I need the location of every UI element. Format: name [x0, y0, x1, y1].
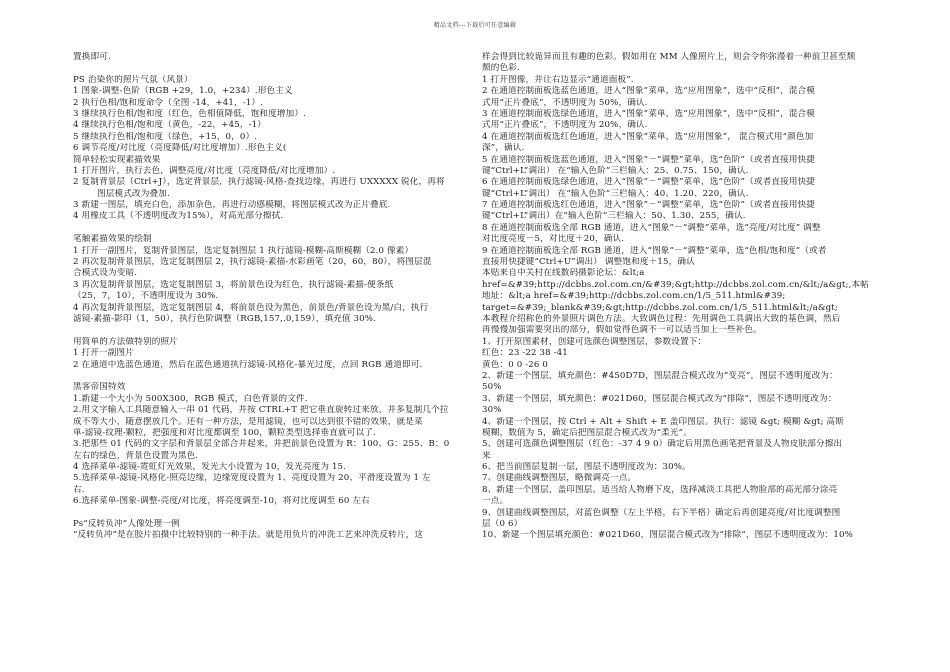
- text-line: target=&#39;_blank&#39;&gt;http://dcbbs.zol.com.cn/1/5_511.html&lt;/a&gt;: [482, 302, 838, 313]
- text-line: 4 选择菜单-滤镜-霓虹灯光效果，发光大小设置为 10，发光亮度为 15.: [73, 462, 347, 473]
- text-line: 图层模式改为叠加.: [97, 188, 170, 199]
- text-line: 置换即可.: [73, 52, 111, 62]
- text-line: 6.选择菜单-图象-调整-亮度/对比度，将亮度调至-10，将对比度调至 60 左右: [73, 496, 370, 507]
- text-line: 键“Ctrl+L”调出） 在“输入色阶”三栏输入：40、1.20、220，确认.: [482, 188, 749, 199]
- text-line: 深”，确认.: [482, 143, 525, 154]
- blank-line: [73, 325, 471, 336]
- text-line: 3 再次复制背景图层，选定复制图层 3，将前景色设为红色，执行滤镜-素描-便条纸: [73, 279, 394, 290]
- text-line: 键“Ctrl+L”调出） 在“输入色阶”三栏输入：25、0.75、150，确认.: [482, 165, 749, 176]
- text-line: 4 用橡皮工具（不透明度改为15%），对高光部分擦拭.: [73, 211, 284, 222]
- text-line: 式用“正片叠底”，不透明度为 50%，确认.: [482, 97, 648, 108]
- text-line: 1 打开图片，执行去色，调整亮度/对比度（亮度降低/对比度增加）.: [73, 165, 336, 176]
- text-line: href=&#39;http://dcbbs.zol.com.cn/&#39;&gt;http://dcbbs.zol.com.cn/&lt;/a&gt;,本帖: [482, 279, 869, 290]
- text-line: 50%: [482, 382, 502, 393]
- text-line: “反转负冲”是在胶片拍摄中比较特别的一种手法。就是用负片的冲洗工艺来冲洗反转片，这: [73, 530, 424, 541]
- text-line: 2、新建一个图层，填充颜色：#450D7D，图层混合模式改为“变亮”，图层不透明度改为：: [482, 370, 838, 381]
- text-line: 样会得到比较诡异而且有趣的色彩。假如用在 MM 人像照片上，则会令你弥漫着一种前卫甚至颓: [482, 52, 856, 62]
- text-line: 4、新建一个图层，按 Ctrl + Alt + Shift + E 盖印图层。执行：滤镜 &gt; 模糊 &gt; 高斯: [482, 416, 844, 427]
- text-line: 本贴来自中关村在线数码摄影论坛：&lt;a: [482, 268, 645, 279]
- text-line: 层（0 6）: [482, 519, 523, 530]
- text-line: 6 调节亮度/对比度（亮度降低/对比度增加）.形色主义(: [73, 143, 287, 154]
- text-line: 本教程介绍称色的外景照片调色方法。大致调色过程：先用调色工具调出大致的基色调，然后: [482, 313, 841, 324]
- text-line: 再慢慢加强需要突出的部分，假如觉得色调不一可以适当加上一些补色。: [482, 325, 762, 336]
- text-line: 4 在通道控制面板选红色通道，进入“图象”菜单，选“应用图象”， 混合模式用“颜色加: [482, 131, 814, 142]
- blank-line: [73, 508, 471, 519]
- text-line: 2 执行色相/饱和度命令（全图 -14，+41，-1）.: [73, 97, 264, 108]
- text-line: 7 在通道控制面板选红色通道，进入“图象”－“调整”菜单，选“色阶”（或者直接用快捷: [482, 200, 816, 211]
- page-header: 精品文档---下载后可任意编辑: [433, 22, 517, 29]
- blank-line: [73, 63, 471, 74]
- text-line: 黄色：0 0 -26 0: [482, 359, 549, 370]
- text-line: 式用“正片叠底”，不透明度为 20%，确认.: [482, 120, 648, 131]
- right-column: [482, 52, 878, 542]
- text-line: 3、新建一个图层，填充颜色：#021D60，图层混合模式改为“排除”，图层不透明度改为：: [482, 393, 837, 404]
- text-line: 8、新建一个图层，盖印图层。适当给人物磨下皮，选择减淡工具把人物脸部的高光部分涂亮: [482, 484, 838, 495]
- text-line: 6、把当前图层复制一层，图层不透明度改为：30%。: [482, 462, 691, 473]
- text-line: 左右的绿色，背景色设置为黑色.: [73, 450, 199, 461]
- text-line: 1、打开原图素材，创建可选颜色调整图层，参数设置下：: [482, 336, 707, 347]
- text-line: 简单轻松实现素描效果: [73, 154, 161, 165]
- text-line: 1.新建一个大小为 500X300，RGB 模式，白色背景的文件.: [73, 393, 308, 404]
- text-line: 30%: [482, 405, 502, 416]
- text-line: 9 在通道控制面板选全部 RGB 通道，进入“图象”－“调整”菜单，选“色相/饱和度”（或者: [482, 245, 827, 256]
- text-line: 8 在通道控制面板选全部 RGB 通道，进入“图象”－“调整”菜单，选“亮度/对比度” 调整: [482, 222, 821, 233]
- text-line: 2 再次复制背景图层，选定复制图层 2，执行滤镜-素描-水彩画笔（20，60，80），将图层混: [73, 257, 432, 268]
- text-line: 地址：&lt;a href=&#39;http://dcbbs.zol.com.cn/1/5_511.html&#39;: [482, 291, 786, 302]
- text-line: 5 继续执行色相/饱和度（绿色，+15，0，0）.: [73, 131, 258, 142]
- text-line: 6 在通道控制面板选绿色通道，进入“图象”－“调整”菜单，选“色阶”（或者直接用快捷: [482, 177, 816, 188]
- text-line: 合模式设为变暗.: [73, 268, 138, 279]
- text-line: 4 继续执行色相/饱和度（黄色，-22，+45，-1）: [73, 120, 266, 131]
- text-line: Ps“反转负冲”人像处理一例: [73, 519, 180, 530]
- text-line: 成不等大小，随意摆放几个。还有一种方法，是用滤镜，也可以达到很不错的效果，就是菜: [73, 416, 423, 427]
- text-line: 红色：23 -22 38 -41: [482, 348, 568, 359]
- text-line: 2 在通道控制面板选蓝色通道，进入“图象”菜单，选“应用图象”，选中“反相”，混合模: [482, 86, 816, 97]
- text-line: 5 在通道控制面板选蓝色通道，进入“图象”－“调整”菜单，选“色阶”（或者直接用快捷: [482, 154, 816, 165]
- text-line: 9、创建曲线调整图层，对蓝色调整（左上半格，右下半格）确定后再创建亮度/对比度调整图: [482, 507, 841, 518]
- text-line: 颓的色彩.: [482, 63, 520, 74]
- text-line: 4 再次复制背景图层，选定复制图层 4，将前景色设为黑色，前景色/背景色设为黑/白，执行: [73, 302, 429, 313]
- text-line: 1 打开一副图片，复制背景图层，选定复制图层 1 执行滤镜-模糊-高斯模糊（2.0 像素）: [73, 245, 414, 256]
- text-line: 3 在通道控制面板选绿色通道，进入“图象”菜单，选“应用图象”，选中“反相”，混合模: [482, 108, 816, 119]
- text-line: PS 治染你的照片气氛（风景）: [73, 74, 193, 85]
- text-line: 1 打开一副图片: [73, 348, 134, 359]
- text-line: 笔触素描效果的绘制: [73, 234, 152, 245]
- left-column: [73, 52, 471, 542]
- text-line: 2 复制背景层（Ctrl+J），选定背景层，执行滤镜-风格-查找边缘，再进行 UXXXXX 锐化，再将: [73, 177, 445, 188]
- text-line: 1 打开图像，并让右边显示“通道面板”.: [482, 74, 634, 85]
- text-line: 10、新建一个图层填充颜色：#021D60，图层混合模式改为“排除”，图层不透明度改为：10%: [482, 530, 853, 541]
- blank-line: [73, 223, 471, 234]
- text-line: 3 继续执行色相/饱和度（红色，色相值降低，饱和度增加）.: [73, 108, 307, 119]
- text-line: 单-滤镜-纹理-颗粒，把强度和对比度都调至 100，颗粒类型选择垂直就可以了.: [73, 427, 376, 438]
- text-line: 3 新建一图层，填充白色，添加杂色，再进行动感模糊，将图层模式改为正片叠底.: [73, 200, 391, 211]
- text-line: 滤镜-素描-影印（1，50），执行色阶调整（RGB,157,.0,159），填充值 30%.: [73, 313, 376, 324]
- text-line: 黑客帝国特效: [73, 382, 126, 393]
- text-line: 7、创建曲线调整图层，略微调亮一点。: [482, 473, 637, 484]
- blank-line: [73, 371, 471, 382]
- text-line: 模糊，数值为 5，确定后把图层混合模式改为“柔光”。: [482, 427, 692, 438]
- text-line: 5、创建可选颜色调整图层（红色：-37 4 9 0）确定后用黑色画笔把背景及人物皮肤部分擦出: [482, 439, 843, 450]
- text-line: 键“Ctrl+L”调出）在“输入色阶”三栏输入：50、1.30、255，确认.: [482, 211, 746, 222]
- text-line: （25，7，10），不透明度设为 30%.: [73, 291, 219, 302]
- text-line: 一点。: [482, 496, 509, 507]
- text-line: 用简单的方法做特别的照片: [73, 336, 178, 347]
- text-line: 2 在通道中选蓝色通道，然后在蓝色通道执行滤镜-风格化-暴光过度，点回 RGB 通道即可.: [73, 359, 423, 370]
- text-line: 1 图象-调整-色阶（RGB +29，1.0，+234）.形色主义: [73, 86, 293, 97]
- text-line: 来: [482, 450, 491, 461]
- text-line: 对比度亮度－5，对比度＋20，确认.: [482, 234, 625, 245]
- text-line: 3.把那些 01 代码的文字层和背景层全部合并起来，并把前景色设置为 R：100、G：255、B：0: [73, 439, 450, 450]
- text-line: 右.: [73, 484, 85, 495]
- text-line: 5.选择菜单-滤镜-风格化-照亮边缘，边缘宽度设置为 1、亮度设置为 20、平滑度设置为 1 左: [73, 473, 431, 484]
- text-line: 2.用文字输入工具随意输入一串 01 代码，并按 CTRL+T 把它垂直旋转过来放，并多复制几个拉: [73, 405, 449, 416]
- text-line: 直接用快捷键“Ctrl+U”调出） 调整饱和度＋15，确认: [482, 257, 695, 268]
